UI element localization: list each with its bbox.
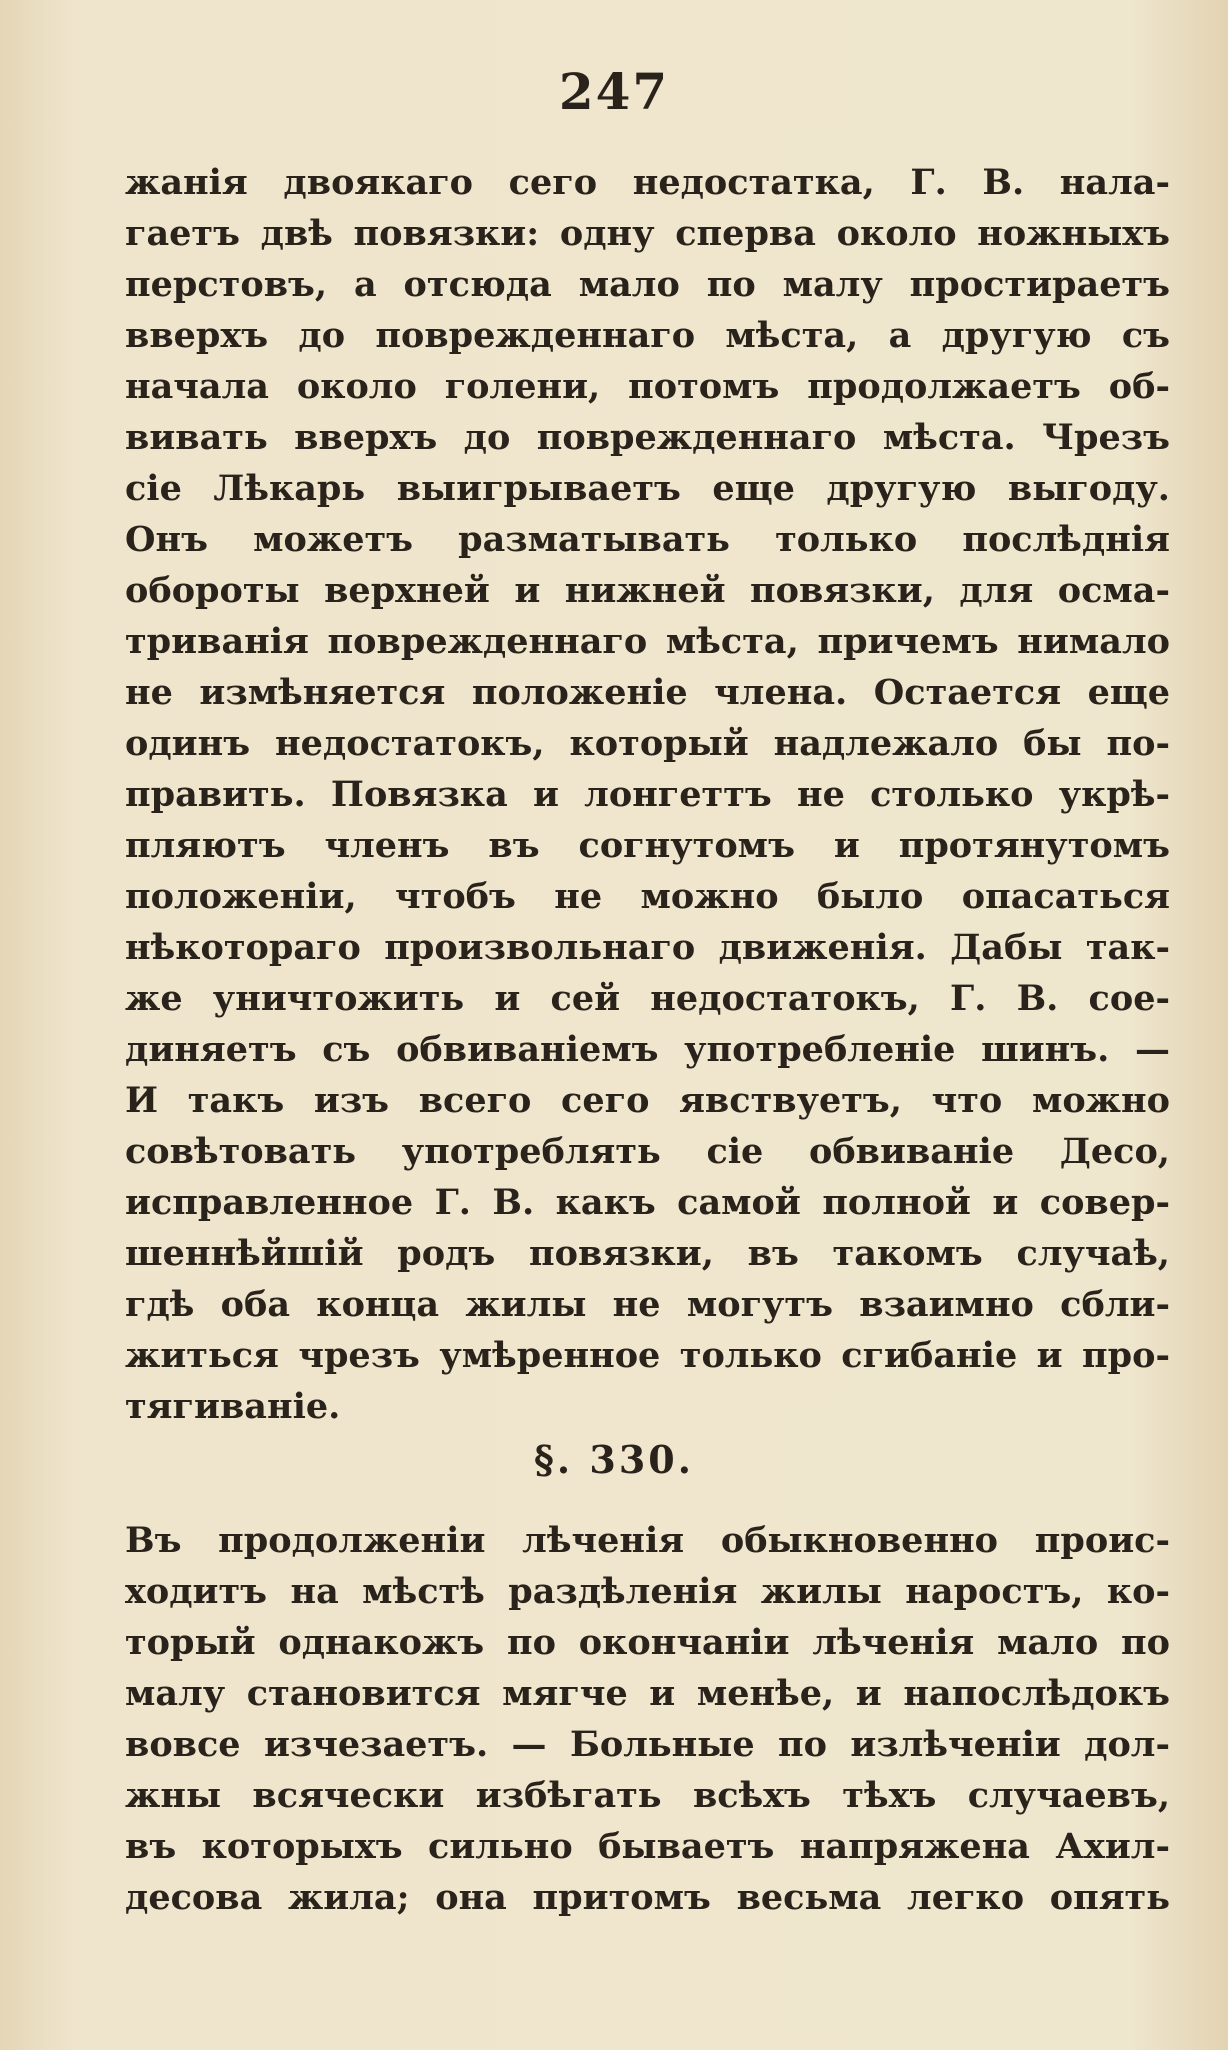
text-line: вивать вверхъ до поврежденнаго мѣста. Чрезъ [125, 417, 1170, 458]
page-number: 247 [558, 62, 670, 121]
text-line: нѣкотораго произвольнаго движенія. Дабы так- [125, 927, 1170, 968]
text-line: обороты верхней и нижней повязки, для осма- [125, 570, 1170, 611]
text-line: житься чрезъ умѣренное только сгибаніе и про- [125, 1335, 1170, 1376]
text-line: диняетъ съ обвиваніемъ употребленіе шинъ. — [125, 1029, 1170, 1070]
section-heading: §. 330. [534, 1437, 694, 1482]
text-line: десова жила; она притомъ весьма легко опять [125, 1877, 1170, 1918]
text-line: торый однакожъ по окончаніи лѣченія мало по [125, 1622, 1170, 1663]
text-line: малу становится мягче и менѣе, и напослѣдокъ [125, 1673, 1170, 1714]
text-line: пляютъ членъ въ согнутомъ и протянутомъ [125, 825, 1170, 866]
text-line: шеннѣйшій родъ повязки, въ такомъ случаѣ, [125, 1233, 1170, 1274]
text-line: Онъ можетъ разматывать только послѣднія [125, 519, 1170, 560]
text-line: жанія двоякаго сего недостатка, Г. В. нала- [125, 162, 1170, 203]
text-line: И такъ изъ всего сего явствуетъ, что можно [125, 1080, 1170, 1121]
text-line: перстовъ, а отсюда мало по малу простираетъ [125, 264, 1170, 305]
text-line: въ которыхъ сильно бываетъ напряжена Ахил- [125, 1826, 1170, 1867]
text-line: гаетъ двѣ повязки: одну сперва около ножныхъ [125, 213, 1170, 254]
text-line: не измѣняется положеніе члена. Остается еще [125, 672, 1170, 713]
text-line: положеніи, чтобъ не можно было опасаться [125, 876, 1170, 917]
text-line: триванія поврежденнаго мѣста, причемъ нимало [125, 621, 1170, 662]
text-line: гдѣ оба конца жилы не могутъ взаимно сбли- [125, 1284, 1170, 1325]
text-line: тягиваніе. [125, 1386, 341, 1427]
text-line: жны всячески избѣгать всѣхъ тѣхъ случаевъ, [125, 1775, 1170, 1816]
text-line: вверхъ до поврежденнаго мѣста, а другую съ [125, 315, 1170, 356]
text-line: исправленное Г. В. какъ самой полной и совер- [125, 1182, 1170, 1223]
text-line: править. Повязка и лонгеттъ не столько укрѣ- [125, 774, 1170, 815]
text-line: же уничтожить и сей недостатокъ, Г. В. сое- [125, 978, 1170, 1019]
text-block-continuation [125, 157, 1170, 1432]
text-line: Въ продолженіи лѣченія обыкновенно проис- [125, 1520, 1170, 1561]
text-block-section-330 [125, 1515, 1170, 1923]
text-line: ходитъ на мѣстѣ раздѣленія жилы наростъ, ко- [125, 1571, 1170, 1612]
text-line: одинъ недостатокъ, который надлежало бы по- [125, 723, 1170, 764]
text-line: вовсе изчезаетъ. — Больные по излѣченіи дол- [125, 1724, 1170, 1765]
text-line: совѣтовать употреблять сіе обвиваніе Десо, [125, 1131, 1170, 1172]
text-line: начала около голени, потомъ продолжаетъ об- [125, 366, 1170, 407]
text-line: сіе Лѣкарь выигрываетъ еще другую выгоду. [125, 468, 1170, 509]
